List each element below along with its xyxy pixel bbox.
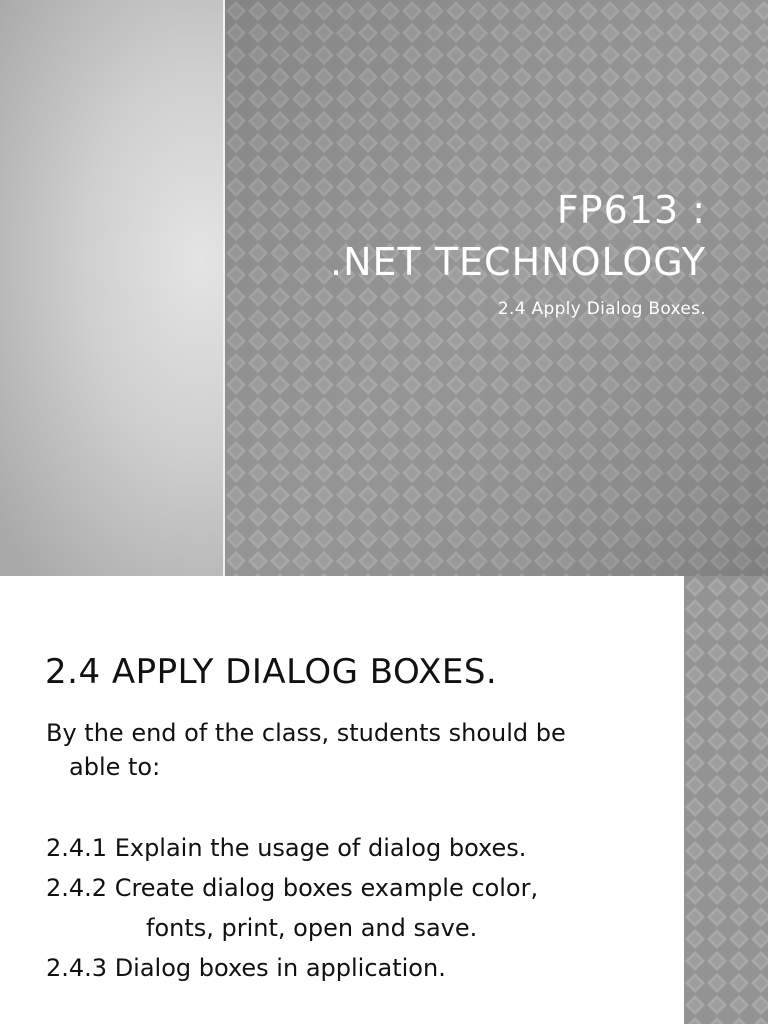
objectives-slide xyxy=(0,576,768,1024)
objective-item xyxy=(46,828,676,868)
intro-line-1: By the end of the class, students should be xyxy=(46,719,566,747)
objective-text: 2.4.2 Create dialog boxes example color, xyxy=(46,874,539,902)
objective-item xyxy=(46,948,676,988)
diamond-pattern-background xyxy=(225,0,768,576)
objective-text: 2.4.3 Dialog boxes in application. xyxy=(46,954,446,982)
side-diamond-pattern xyxy=(684,576,768,1024)
slide-title xyxy=(330,184,706,288)
slide-subtitle: 2.4 Apply Dialog Boxes. xyxy=(497,299,706,319)
intro-line-2: able to: xyxy=(69,753,161,781)
objectives-list xyxy=(46,828,676,988)
gradient-panel xyxy=(0,0,223,576)
side-pattern-strip xyxy=(684,576,768,1024)
objective-text-continued: fonts, print, open and save. xyxy=(146,914,478,942)
objective-text: 2.4.1 Explain the usage of dialog boxes. xyxy=(46,834,527,862)
objective-item xyxy=(46,868,676,948)
objectives-intro xyxy=(46,716,666,784)
title-line-2: .NET TECHNOLOGY xyxy=(330,240,706,284)
diamond-pattern-panel xyxy=(225,0,768,576)
objectives-heading: 2.4 APPLY DIALOG BOXES. xyxy=(45,652,498,692)
title-line-1: FP613 : xyxy=(556,188,706,232)
